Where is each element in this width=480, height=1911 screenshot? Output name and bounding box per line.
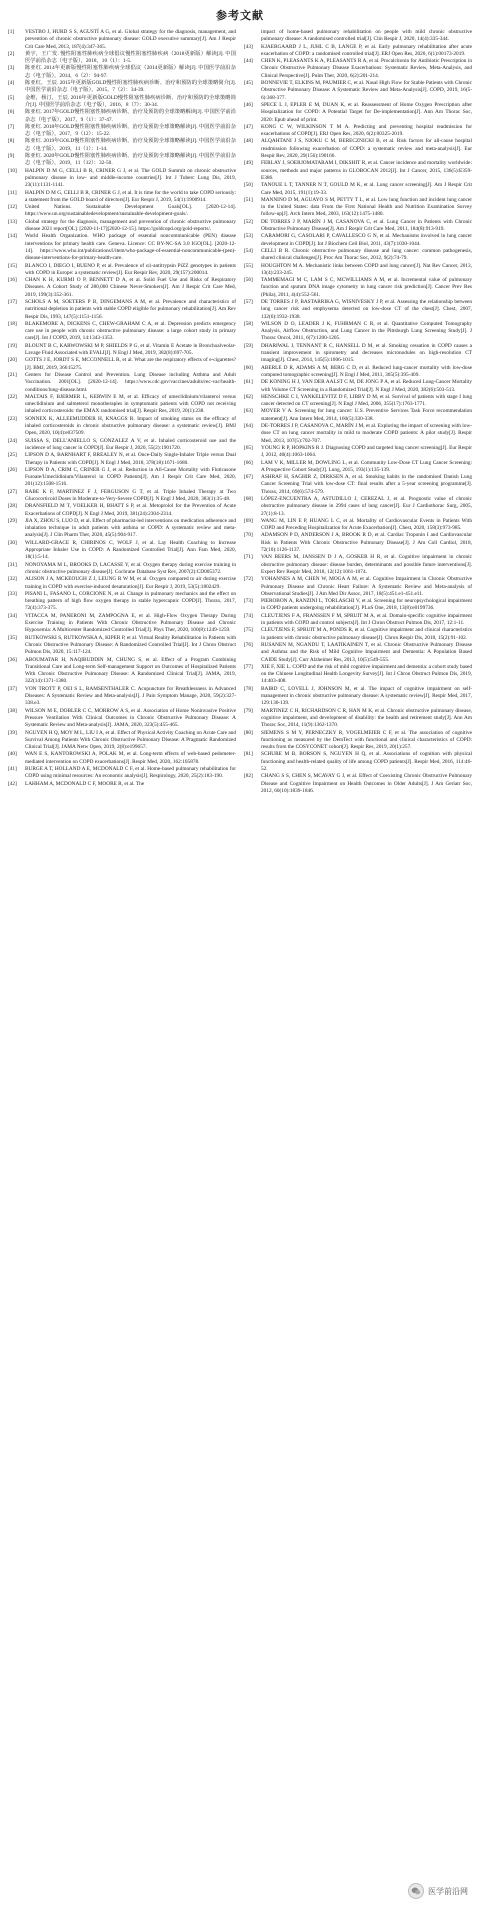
reference-item [244,474,472,496]
reference-number: [29] [8,517,17,524]
reference-item [244,496,472,518]
reference-item [244,576,472,598]
reference-item [244,423,472,445]
reference-item [244,445,472,460]
reference-number: [18] [8,320,17,327]
reference-item [244,532,472,554]
reference-item [8,95,236,110]
reference-item [244,708,472,730]
reference-text: WAN E S, KANTOROWSKI A, POLAK M, et al. Long-term effects of web-based pedometer-mediated intervention on COPD exacerbations[J]. Respir Med, 2020, 162:105878. [25,751,236,765]
reference-number: [30] [8,539,17,546]
reference-item [244,598,472,613]
reference-item [8,263,236,278]
reference-text: WILLARD-GRACE R, CHIRINOS C, WOLF J, et al. Lay Health Coaching to Increase Appropriate Inhaler Use in COPD: A Randomized Controlled Trial[J]. Ann Fam Med, 2020, 18(1):5-14. [25,539,236,561]
reference-text: 陈亚红. 2017年GOLD慢性阻塞性肺疾病诊断、治疗及预防的全球策略解读[J]. 中国医学前沿杂志（电子版），2017，9（1）：37-47. [25,109,236,123]
reference-number: [75] [244,627,253,634]
reference-text: DE-TORRES J P, CASANOVA C, MARÍN J M, et al. Exploring the impact of screening with low-dose CT on lung cancer mortality in mild to moderate COPD patients: A pilot study[J]. Respir Med, 2013, 107(5):702-707. [261,423,472,444]
watermark-text: 医学前沿网 [428,1886,468,1896]
reference-text: ADAMSON P D, ANDERSON J A, BROOK R D, et al. Cardiac Troponin I and Cardiovascular Risk in Patients With Chronic Obstructive Pulmonary Disease[J]. J Am Coll Cardiol, 2018, 72(10):1126-1137. [261,532,472,554]
reference-text: VAN BEERS M, JANSSEN D J A, GOSKER H R, et al. Cognitive impairment in chronic obstructive pulmonary disease: disease burden, determinants and possible future interventions[J]. Expert Rev Respir Med, 2018, 12(12):1061-1074. [261,554,472,575]
reference-text: LÓPEZ-ENCUENTRA A, ASTUDILLO J, CEREZAL J, et al. Prognostic value of chronic obstructive pulmonary disease in 2994 cases of lung cancer[J]. Eur J Cardiothorac Surg, 2005, 27(1):8-13. [261,496,472,517]
reference-text: LIPSON D A, BARNHART F, BREALEY N, et al. Once-Daily Single-Inhaler Triple versus Dual Therapy in Patients with COPD[J]. N Engl J Med, 2018, 378(18):1671-1680. [25,452,236,466]
reference-number: [23] [8,415,17,422]
reference-item [8,467,236,489]
reference-number: [67] [244,474,253,481]
reference-number: [48] [244,138,253,145]
reference-text: DE TORRES J P, MARÍN J M, CASANOVA C, et al. Lung Cancer in Patients with Chronic Obstructive Pulmonary Disease[J]. Am J Respir Crit Care Med, 2011, 184(8):913-919. [261,218,472,233]
reference-item [8,503,236,518]
reference-item [244,182,472,197]
reference-number: [76] [244,641,253,648]
reference-text: HOUGHTON M A. Mechanistic links between COPD and lung cancer[J]. Nat Rev Cancer, 2013, 13(4):233-245. [261,262,472,276]
reference-item [8,518,236,540]
right-column [244,29,472,795]
reference-item [244,773,472,795]
reference-item [8,29,236,51]
reference-item [244,299,472,321]
reference-text: 陈亚红. 2020年GOLD慢性阻塞性肺疾病诊断、治疗及预防全球策略解读[J]. 中国医学前沿杂志（电子版），2019，11（12）：32-50. [25,153,236,167]
reference-number: [27] [8,488,17,495]
reference-number: [66] [244,459,253,466]
reference-item [244,233,472,248]
reference-text: CARAMORI G, CASOLARI P, CAVALLESCO G N, et al. Mechanisms involved in lung cancer development in COPD[J]. Int J Biochem Cell Biol, 2011, 43(7):1030-1044. [261,233,472,247]
reference-text: CLEUTJENS F, SPRUIT M A, PONDS R, et al. Cognitive impairment and clinical characteristics in patients with chronic obstructive pulmonary disease[J]. Chron Respir Dis, 2018, 15(2):91-102. [261,627,472,641]
reference-text: MALTAIS F, BJERMER L, KERWIN E M, et al. Efficacy of umeclidinium/vilanterol versus umeclidinium and salmeterol monotherapies in symptomatic patients with COPD not receiving inhaled corticosteroids: the EMAX randomised trial[J]. Respir Res, 2019, 20(1):238. [25,393,236,415]
reference-number: [37] [8,685,17,692]
reference-text: ABOUMATAR H, NAQIBUDDIN M, CHUNG S, et al. Effect of a Program Combining Transitional Care and Long-term Self-management Support on Outcomes of Hospitalized Patients With Chronic Obstructive Pulmonary Disease: A Randomized Clinical Trial[J]. JAMA, 2019, 322(14):1371-1380. [25,656,236,685]
reference-number: [12] [8,204,17,211]
reference-number: [7] [8,123,15,130]
reference-item [244,263,472,278]
reference-item [244,102,472,124]
reference-item [8,138,236,153]
reference-number: [43] [244,43,253,50]
reference-item [244,379,472,394]
reference-number: [55] [244,262,253,269]
reference-number: [70] [244,532,253,539]
reference-item [8,416,236,438]
reference-item [8,277,236,299]
reference-item [8,452,236,467]
reference-text: NONOYAMA M L, BROOKS D, LACASSE Y, et al. Oxygen therapy during exercise training in chronic obstructive pulmonary disease[J]. Cochrane Database Syst Rev, 2007(2):CD005372. [25,561,236,575]
reference-item [8,51,236,66]
reference-number: [2] [8,50,15,57]
reference-item [8,321,236,343]
reference-item [8,730,236,752]
reference-item [244,518,472,533]
reference-number: [6] [8,109,15,116]
reference-text: BLAKEMORE A, DICKENS C, CHEW-GRAHAM C A, et al. Depression predicts emergency care use in people with chronic obstructive pulmonary disease: a large cohort study in primary care[J]. Int J COPD, 2019, 14:1343-1353. [25,320,236,342]
reference-item [8,781,236,788]
reference-item [8,576,236,591]
reference-item [8,65,236,80]
reference-item [244,554,472,576]
reference-item [8,190,236,205]
reference-number: [51] [244,196,253,203]
reference-text: World Health Organization. WHO package of essential noncommunicable (PEN) disease interventions for primary health care. Geneva. Licence: CC BY-NC-SA 3.0 IGO[OL]. [2020-12-14]. https://www.who.int/publications/i/item/who-package-of-essential-noncommunicable-(pen)-disease-interventions-for-primary-health-care. [25,233,236,262]
reference-item [244,138,472,160]
reference-number: [22] [8,393,17,400]
reference-number: [11] [8,189,17,196]
reference-number: [60] [244,364,253,371]
reference-text: VESTBO J, HURD S S, AGUSTÍ A G, et al. Global strategy for the diagnosis, management, and prevention of chronic obstructive pulmonary disease: GOLD executive summary[J]. Am J Respir Crit Care Med, 2013, 187(4):347-365. [25,29,236,50]
reference-item [8,299,236,321]
reference-text: WANG M, LIN E P, HUANG L C, et al. Mortality of Cardiovascular Events in Patients With COPD and Preceding Hospitalization for Acute Exacerbation[J]. Chest, 2020, 158(3):973-985. [261,517,472,532]
watermark [406,1881,472,1901]
reference-number: [40] [8,751,17,758]
reference-number: [4] [8,80,15,87]
reference-item [244,686,472,708]
reference-item [244,365,472,380]
reference-number: [9] [8,153,15,160]
reference-item [244,613,472,628]
reference-number: [20] [8,357,17,364]
reference-number: [36] [8,656,17,663]
reference-text: 陈亚红. 2018年GOLD慢性阻塞性肺疾病诊断、治疗及预防全球策略解读[J]. 中国医学前沿杂志（电子版），2017，9（12）：15-22. [25,123,236,138]
reference-number: [39] [8,729,17,736]
reference-number: [72] [244,576,253,583]
reference-text: JIA X, ZHOU S, LUO D, et al. Effect of pharmacist-led interventions on medication adherence and inhalation technique in adult patients with asthma or COPD: A systematic review and meta-analysis[J]. J Clin Pharm Ther, 2020, 45(5):904-917. [25,517,236,539]
reference-text: ALQAHTANI J S, NJOKU C M, BERECZNICKI B, et al. Risk factors for all-cause hospital readmission following exacerbation of COPD: a systematic review and meta-analysis[J]. Eur Respir Rev, 2020, 29(156):190166. [261,138,472,160]
reference-text: TAMMEMAGI M C, LAM S C, MCWILLIAMS A M, et al. Incremental value of pulmonary function and sputum DNA image cytometry in lung cancer risk prediction[J]. Cancer Prev Res (Phila), 2011, 4(4):552-561. [261,277,472,298]
reference-text: 陈亚红. 2014年更新版慢性阻塞性肺疾病全球倡议（2014更新版）解读[J]. 中国医学前沿杂志（电子版），2014，6（2）：94-97. [25,65,236,79]
reference-number: [34] [8,612,17,619]
reference-text: 陈亚红. 2019年GOLD慢性阻塞性肺疾病诊断、治疗及预防全球策略解读[J]. 中国医学前沿杂志（电子版），2019，11（1）：1-14. [25,138,236,152]
reference-number: [69] [244,517,253,524]
reference-number: [56] [244,277,253,284]
reference-text: RABE K F, MARTINEZ F J, FERGUSON G T, et al. Triple Inhaled Therapy at Two Glucocorticoid Doses in Moderate-to-Very-Severe COPD[J]. N Engl J Med, 2020, 383(1):35-48. [25,488,236,502]
reference-text: MOYER V A. Screening for lung cancer: U.S. Preventive Services Task Force recommendation statement[J]. Ann Intern Med, 2014, 160(5):330-338. [261,408,472,422]
reference-item [8,562,236,577]
reference-item [8,766,236,781]
reference-text: SPECE L J, EPLER E M, DUAN K, et al. Reassessment of Home Oxygen Prescription after Hospitalization for COPD: A Potential Target for De-implementation[J]. Ann Am Thorac Soc, 2020: Epub ahead of print. [261,101,472,123]
reference-text: impact of home-based pulmonary rehabilitation on people with mild chronic obstructive pulmonary disease: A randomised controlled trial[J]. Clin Respir J, 2020, 14(4):335-344. [261,29,472,43]
reference-item [8,233,236,262]
reference-item [244,29,472,44]
reference-item [244,664,472,686]
left-column [8,29,236,795]
reference-number: [28] [8,503,17,510]
reference-item [8,153,236,168]
reference-number: [5] [8,94,15,101]
reference-text: SONNEX K, ALLEEMUDDER H, KNAGGS R. Impact of smoking status on the efficacy of inhaled corticosteroids in chronic obstructive pulmonary disease: a systematic review[J]. BMJ Open, 2020, 10(4):e037509. [25,415,236,437]
reference-number: [1] [8,29,15,35]
reference-number: [79] [244,707,253,714]
reference-text: LAM V K, MILLER M, DOWLING L, et al. Community Low-Dose CT Lung Cancer Screening: A Prospective Cohort Study[J]. Lung, 2015, 193(1):135-139. [261,459,472,473]
reference-text: KONG C W, WILKINSON T M A. Predicting and preventing hospital readmission for exacerbations of COPD[J]. ERJ Open Res, 2020, 6(2):00325-2019. [261,123,472,138]
reference-item [244,277,472,299]
reference-text: DE TORRES J P, BASTARRIKA G, WISNIVESKY J P, et al. Assessing the relationship between lung cancer risk and emphysema detected on low-dose CT of the chest[J]. Chest, 2007, 132(6):1932-1938. [261,298,472,320]
reference-item [8,343,236,358]
reference-text: BAIRD C, LOVELL J, JOHNSON M, et al. The impact of cognitive impairment on self-management in chronic obstructive pulmonary disease: A systematic review[J]. Respir Med, 2017, 129:130-139. [261,685,472,707]
reference-item [8,591,236,613]
reference-number: [24] [8,437,17,444]
reference-number: [71] [244,554,253,561]
reference-number: [41] [8,765,17,772]
reference-item [8,204,236,219]
reference-number: [68] [244,496,253,502]
reference-text: VITACCA M, PANERONI M, ZAMPOGNA E, et al. High-Flow Oxygen Therapy During Exercise Training in Patients With Chronic Obstructive Pulmonary Disease and Chronic Hypoxemia: A Multicenter Randomized Controlled Trial[J]. Phys Ther, 2020, 100(8):1249-1259. [25,612,236,634]
reference-text: SUISSA S, DELL'ANIELLO S, GONZALEZ A V, et al. Inhaled corticosteroid use and the incidence of lung cancer in COPD[J]. Eur Respir J, 2020, 55(2):1901720. [25,437,236,451]
reference-item [244,394,472,409]
reference-number: [46] [244,101,253,108]
reference-number: [8] [8,138,15,145]
reference-number: [65] [244,444,253,451]
reference-text: ABERLE D R, ADAMS A M, BERG C D, et al. Reduced lung-cancer mortality with low-dose computed tomographic screening[J]. N Engl J Med, 2011, 365(5):395-409. [261,364,472,378]
reference-item [8,438,236,453]
reference-number: [78] [244,685,253,692]
reference-columns [8,29,472,795]
reference-number: [42] [8,780,17,787]
reference-number: [13] [8,218,17,225]
reference-number: [21] [8,371,17,378]
reference-number: [26] [8,466,17,473]
reference-item [244,124,472,139]
reference-number: [49] [244,160,253,167]
reference-item [8,219,236,234]
reference-number: [52] [244,218,253,225]
reference-text: HALPIN D M G, CELLI B R, CRINER G J, et al. The GOLD Summit on chronic obstructive pulmonary disease in low- and middle-income countries[J]. Int J Tuberc Lung Dis, 2019, 23(11):1131-1141. [25,167,236,189]
reference-item [244,321,472,343]
reference-number: [73] [244,598,253,605]
reference-number: [50] [244,182,253,189]
reference-item [8,168,236,190]
reference-text: ALISON J A, MCKEOUGH Z J, LEUNG R W M, et al. Oxygen compared to air during exercise training in COPD with exercise-induced desaturation[J]. Eur Respir J, 2019, 53(5):1802429. [25,576,236,590]
reference-number: [19] [8,342,17,349]
reference-item [244,197,472,219]
reference-text: YOHANNES A M, CHEN W, MOGA A M, et al. Cognitive Impairment in Chronic Obstructive Pulmonary Disease and Chronic Heart Failure: A Systematic Review and Meta-analysis of Observational Studies[J]. J Am Med Dir Assoc, 2017, 18(5):451.e1-451.e11. [261,576,472,597]
reference-number: [58] [244,320,253,327]
reference-item [244,248,472,263]
reference-text: CHANG S S, CHEN S, MCAVAY G J, et al. Effect of Coexisting Chronic Obstructive Pulmonary Disease and Cognitive Impairment on Health Outcomes in Older Adults[J]. J Am Geriatr Soc, 2012, 60(10):1839-1846. [261,773,472,794]
reference-item [244,80,472,102]
reference-number: [3] [8,65,15,72]
reference-text: BURGE A T, HOLLAND A E, MCDONALD C F, et al. Home-based pulmonary rehabilitation for COPD using minimal resources: An economic analysis[J]. Respirology, 2020, 25(2):183-190. [25,765,236,780]
reference-text: CLEUTJENS F A, FRANSSEN F M, SPRUIT M A, et al. Domain-specific cognitive impairment in patients with COPD and control subjects[J]. Int J Chron Obstruct Pulmon Dis, 2017, 12:1-11. [261,612,472,627]
reference-text: PISANI L, FASANO L, CORCIONE N, et al. Change in pulmonary mechanics and the effect on breathing pattern of high flow oxygen therapy in stable hypercapnic COPD[J]. Thorax, 2017, 72(4):373-375. [25,590,236,612]
reference-text: 黄宇，王广发. 慢性阻塞性肺疾病全球倡议慢性阻塞性肺疾病（2018更新版）解读[J]. 中国医学前沿杂志（电子版），2018，10（1）：1-5. [25,50,236,65]
reference-number: [53] [244,233,253,240]
reference-text: KJAERGAARD J L, JUHL C B, LANGE P, et al. Early pulmonary rehabilitation after acute exacerbation of COPD: a randomised controlled trial[J]. ERJ Open Res, 2020, 6(1):00173-2019. [261,43,472,57]
reference-item [8,80,236,95]
reference-item [8,708,236,730]
reference-text: RUSANEN M, NGANDU T, LAATIKAINEN T, et al. Chronic Obstructive Pulmonary Disease and Asthma and the Risk of Mild Cognitive Impairment and Dementia: A Population Based CAIDE Study[J]. Curr Alzheimer Res, 2013, 10(5):549-555. [261,641,472,663]
reference-number: [14] [8,233,17,240]
reference-number: [64] [244,423,253,430]
reference-number: [62] [244,393,253,400]
reference-item [244,58,472,80]
reference-item [8,751,236,766]
reference-number: [44] [244,58,253,65]
reference-text: GOTTS J E, JORDT S E, MCCONNELL R, et al. What are the respiratory effects of e-cigarettes?[J]. BMJ, 2019, 366:l5275. [25,357,236,371]
reference-number: [57] [244,298,253,305]
reference-item [8,372,236,394]
reference-text: MANNINO D M, AGUAYO S M, PETTY T L, et al. Low lung function and incident lung cancer in the United States: data From the First National Health and Nutrition Examination Survey follow-up[J]. Arch Intern Med, 2003, 163(12):1475-1480. [261,196,472,218]
reference-text: MARTINEZ C H, RICHARDSON C R, HAN M K, et al. Chronic obstructive pulmonary disease, cognitive impairment, and development of disability: the health and retirement study[J]. Ann Am Thorac Soc, 2014, 11(9):1362-1370. [261,707,472,729]
reference-number: [38] [8,707,17,714]
reference-text: BONNEVIE T, ELKINS M, PAUMIER C, et al. Nasal High Flow for Stable Patients with Chronic Obstructive Pulmonary Disease: A Systematic Review and Meta-Analysis[J]. COPD, 2019, 16(5-6):368-377. [261,80,472,101]
reference-text: VON TROTT P, OEI S L, RAMSENTHALER C. Acupuncture for Breathlessness in Advanced Diseases: A Systematic Review and Meta-analysis[J]. J Pain Symptom Manage, 2020, 59(2):327-338.e3. [25,685,236,707]
reference-number: [77] [244,663,253,670]
reference-item [8,394,236,416]
reference-text: RUTKOWSKI S, RUTKOWSKA A, KIPER P, et al. Virtual Reality Rehabilitation in Patients with Chronic Obstructive Pulmonary Disease: A Randomized Controlled Trial[J]. Int J Chron Obstruct Pulmon Dis, 2020, 15:117-124. [25,634,236,656]
reference-item [244,642,472,664]
reference-text: TANOUE L T, TANNER N T, GOULD M K, et al. Lung cancer screening[J]. Am J Respir Crit Care Med, 2015, 191(1):19-33. [261,182,472,196]
reference-text: BLOUNT B C, KARWOWSKI M P, SHIELDS P G, et al. Vitamin E Acetate in Bronchoalveolar-Lavage Fluid Associated with EVALI[J]. N Engl J Med, 2019, 382(8):697-705. [25,342,236,357]
reference-number: [32] [8,576,17,583]
reference-number: [10] [8,167,17,174]
reference-text: CHAN K H, KURMI O P, BENNETT D A, et al. Solid Fuel Use and Risks of Respiratory Diseases. A Cohort Study of 280,000 Chinese Never-Smokers[J]. Am J Respir Crit Care Med, 2019, 199(3):352-361. [25,277,236,298]
reference-text: XIE F, XIE L. COPD and the risk of mild cognitive impairment and dementia: a cohort study based on the Chinese Longitudinal Health Longevity Survey[J]. Int J Chron Obstruct Pulmon Dis, 2019, 14:403-408. [261,663,472,685]
reference-item [8,635,236,657]
reference-item [244,460,472,475]
reference-number: [82] [244,773,253,780]
reference-number: [31] [8,561,17,568]
reference-text: HENSCHKE C I, YANKELEVITZ D F, LIBBY D M, et al. Survival of patients with stage I lung cancer detected on CT screening[J]. N Engl J Med, 2006, 355(17):1763-1771. [261,393,472,408]
reference-text: WILSON D O, LEADER J K, FUHRMAN C R, et al. Quantitative Computed Tomography Analysis, Airflow Obstruction, and Lung Cancer in the Pittsburgh Lung Screening Study[J]. J Thorac Oncol, 2011, 6(7):1200-1205. [261,320,472,342]
reference-text: SIEMENS S M Y, PERNECZKY R, VOGELMEIER C F, et al. The association of cognitive functioning as measured by the DemTect with functional and clinical characteristics of COPD: results from the COSYCONET cohort[J]. Respir Res, 2019, 20(1):257. [261,729,472,751]
reference-number: [33] [8,590,17,597]
reference-number: [35] [8,634,17,641]
reference-text: HALPIN D M G, CELLI B R, CRINER G J, et al. It is time for the world to take COPD seriously: a statement from the GOLD board of directors[J]. Eur Respir J, 2019, 54(1):1900914. [25,189,236,203]
reference-item [244,730,472,752]
reference-text: FERLAY J, SOERJOMATARAM I, DIKSHIT R, et al. Cancer incidence and mortality worldwide: sources, methods and major patterns in GLOBOCAN 2012[J]. Int J Cancer, 2015, 136(5):E359-E386. [261,160,472,181]
reference-text: DRANSFIELD M T, VOELKER H, BHATT S P, et al. Metoprolol for the Prevention of Acute Exacerbations of COPD[J]. N Engl J Med, 2019, 381(24):2304-2314. [25,503,236,517]
reference-text: PIEROBON A, RANZINI L, TORLASCHI V, et al. Screening for neuropsychological impairment in COPD patients undergoing rehabilitation[J]. PLoS One, 2018, 13(8):e0199736. [261,598,472,612]
reference-text: CHEN K, PLEASANTS K A, PLEASANTS R A, et al. Procalcitonin for Antibiotic Prescription in Chronic Obstructive Pulmonary Disease Exacerbations: Systematic Review, Meta-Analysis, and Clinical Perspective[J]. Pulm Ther, 2020, 6(2):201-214. [261,58,472,79]
reference-text: SCHURE M B, BORSON S, NGUYEN H Q, et al. Associations of cognition with physical functioning and health-related quality of life among COPD patients[J]. Respir Med, 2016, 114:46-52. [261,751,472,772]
reference-number: [45] [244,80,253,87]
reference-text: DE KONING H J, VAN DER AALST C M, DE JONG P A, et al. Reduced Lung-Cancer Mortality with Volume CT Screening in a Randomized Trial[J]. N Engl J Med, 2020, 382(6):503-513. [261,379,472,393]
reference-number: [80] [244,729,253,736]
reference-text: BLANCO I, DIEGO I, BUENO P, et al. Prevalence of α1-antitrypsin PiZZ genotypes in patients with COPD in Europe: a systematic review[J]. Eur Respir Rev, 2020, 29(157):200014. [25,262,236,276]
reference-number: [17] [8,298,17,305]
reference-item [244,627,472,642]
reference-item [8,357,236,372]
reference-item [244,219,472,234]
reference-number: [47] [244,123,253,130]
reference-text: WILSON M E, DOBLER C C, MORROW A S, et al. Association of Home Noninvasive Positive Pressure Ventilation With Clinical Outcomes in Chronic Obstructive Pulmonary Disease: A Systematic Review and Meta-analysis[J]. JAMA, 2020, 323(5):455-465. [25,707,236,729]
page-title: 参考文献 [216,9,264,22]
reference-text: DHARIWAL J, TENNANT R C, HANSELL D M, et al. Smoking cessation in COPD causes a transient improvement in spirometry and decreases micronodules on high-resolution CT imaging[J]. Chest, 2014, 145(5):1006-1015. [261,342,472,364]
reference-number: [74] [244,612,253,619]
reference-number: [15] [8,262,17,269]
reference-text: LAHHAM A, MCDONALD C F, MOORE R, et al. The [25,780,145,787]
reference-number: [63] [244,408,253,415]
reference-text: United Nations. Sustainable Development Goals[OL]. [2020-12-14]. https://www.un.org/sustainabledevelopment/sustainable-development-goals/. [25,204,236,218]
reference-number [244,29,261,44]
reference-item [244,44,472,59]
reference-number: [61] [244,379,253,386]
reference-item [8,489,236,504]
reference-item [244,408,472,423]
reference-item [244,343,472,365]
reference-number: [59] [244,342,253,349]
reference-text: SCHOLS A M, SOETERS P B, DINGEMANS A M, et al. Prevalence and characteristics of nutritional depletion in patients with stable COPD eligible for pulmonary rehabilitation[J]. Am Rev Respir Dis, 1993, 147(5):1151-1156. [25,298,236,320]
reference-number: [81] [244,751,253,758]
reference-item [8,686,236,708]
reference-text: LIPSON D A, CRIM C, CRINER G J, et al. Reduction in All-Cause Mortality with Fluticasone Furoate/Umeclidinium/Vilanterol in COPD Patients[J]. Am J Respir Crit Care Med, 2020, 201(12):1508-1516. [25,466,236,488]
reference-item [8,109,236,124]
reference-number: [25] [8,452,17,459]
reference-text: 金维，杨汀，王辰. 2016年更新版GOLD慢性阻塞性肺疾病诊断、治疗和预防的全球策略简介[J]. 中国医学前沿杂志（电子版），2016，8（7）：30-34. [25,94,236,108]
reference-item [244,751,472,773]
reference-item [244,160,472,182]
reference-item [8,613,236,635]
reference-text: ASHRAF H, SAGHIR Z, DIRKSEN A, et al. Smoking habits in the randomised Danish Lung Cancer Screening Trial with low-dose CT: final results after a 5-year screening programme[J]. Thorax, 2014, 69(6):574-579. [261,474,472,495]
reference-item [8,540,236,562]
reference-text: NGUYEN H Q, MOY M L, LIU I A, et al. Effect of Physical Activity Coaching on Acute Care and Survival Among Patients With Chronic Obstructive Pulmonary Disease: A Pragmatic Randomized Clinical Trial[J]. JAMA Netw Open, 2019, 2(8):e199657. [25,729,236,751]
reference-number: [54] [244,247,253,254]
reference-text: CELLI B R. Chronic obstructive pulmonary disease and lung cancer: common pathogenesis, shared clinical challenges[J]. Proc Am Thorac Soc, 2012, 9(2):74-79. [261,247,472,262]
reference-item [8,657,236,686]
reference-number: [16] [8,277,17,284]
wechat-logo-icon [408,1883,424,1899]
reference-text: Global strategy for the diagnosis, management and prevention of chronic obstructive pulmonary disease 2021 report[OL]. [2020-11-17][2020-12-15]. https://goldcopd.org/gold-reports/. [25,218,236,233]
reference-text: YOUNG R P, HOPKINS R J. Diagnosing COPD and targeted lung cancer screening[J]. Eur Respir J, 2012, 40(4):1063-1064. [261,444,472,459]
reference-text: 陈亚红，王辰. 2015年更新版GOLD慢性阻塞性肺疾病诊断、治疗和预防的全球策略简介[J]. 中国医学前沿杂志（电子版），2015，7（2）：34-39. [25,80,236,94]
reference-item [8,124,236,139]
reference-text: Centers for Disease Control and Prevention. Lung Disease including Asthma and Adult Vaccination. 2001[OL]. [2020-12-14]. https://www.cdc.gov/vaccines/adults/rec-vac/health-conditions/lung-disease.html. [25,371,236,393]
